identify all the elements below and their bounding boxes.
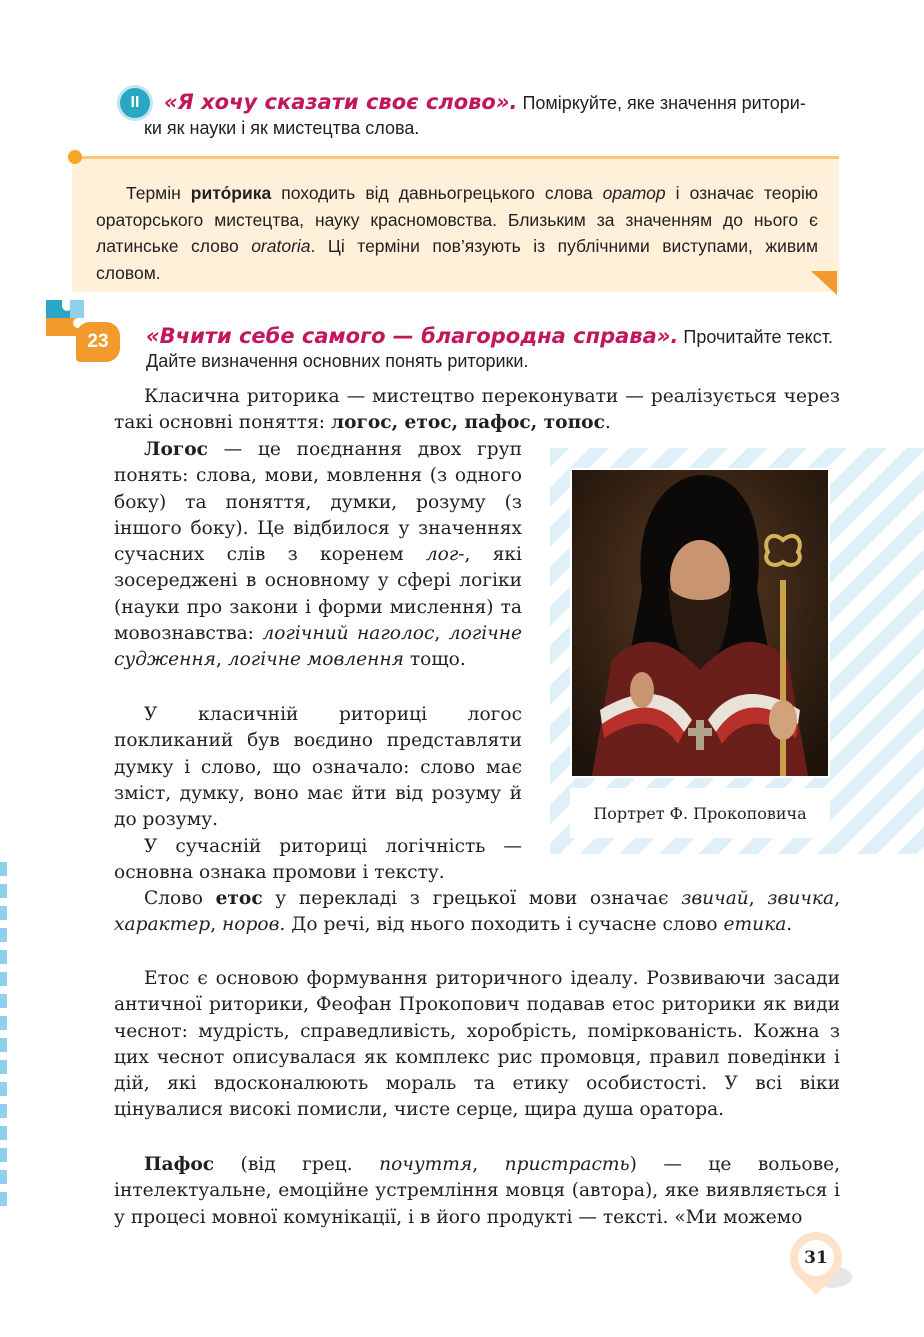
italic-example: логічне судження bbox=[114, 623, 522, 671]
italic-word: норов bbox=[222, 914, 280, 936]
text-part: тощо. bbox=[403, 649, 466, 671]
info-text-part: походить від давньогрецького слова bbox=[271, 183, 603, 203]
italic-word: звичка bbox=[767, 888, 835, 909]
text-part: (від грец. bbox=[214, 1154, 380, 1175]
task-23-text-line2: Дайте визначення основних понять риторики. bbox=[146, 351, 529, 371]
text-part: , які зосереджені в основному у сфері логіки (науки про закони і форми мислення) та мовознавства: bbox=[114, 544, 522, 645]
paragraph-pathos bbox=[114, 1152, 840, 1231]
key-terms: логос, етос, пафос, топос bbox=[330, 412, 605, 434]
text-part: ) — це вольове, інтелектуальне, емоційне устремління мовця (автора), яке виявляється і у процесі мовної комунікації, і в його продукті — тексті. «Ми можемо bbox=[114, 1154, 840, 1228]
italic-word: характер bbox=[114, 914, 211, 936]
italic-word: почуття bbox=[379, 1154, 473, 1175]
info-box-dot bbox=[68, 150, 82, 164]
task-ii-line1 bbox=[164, 90, 806, 114]
portrait-illustration bbox=[572, 470, 828, 776]
text-part: , bbox=[434, 623, 449, 645]
paragraph-logos-modern: У сучасній риториці логічність — основна ознака промови і тексту. bbox=[114, 836, 522, 884]
text-part: — це поєднання двох груп понять: слова, мови, мовлення (з одного боку) та поняття, думки, розуму (з іншого боку). Це відбилося у значеннях сучасних слів з коренем bbox=[114, 439, 522, 566]
paragraph-ethos-ideal: Етос є основою формування риторичного ідеалу. Розвиваючи засади античної риторики, Феофан Прокопович подавав етос риторики як види чеснот: мудрість, справедливість, хоробрість, поміркованість. Кожна з цих чеснот описувалася як комплекс рис промовця, правил поведінки і дій, які вдосконалюють мораль та етику особистості. У всі віки цінувалися високі помисли, чисте серце, щира душа оратора. bbox=[114, 968, 840, 1121]
portrait-image bbox=[570, 468, 830, 778]
text-part: , bbox=[215, 649, 228, 671]
text-part: , bbox=[834, 888, 840, 909]
figure-panel bbox=[550, 448, 924, 854]
term-pathos: Пафос bbox=[144, 1154, 215, 1175]
text-part: Слово bbox=[144, 888, 216, 909]
task-ii-text-line1: Поміркуйте, яке значення ритори- bbox=[517, 93, 806, 113]
figure-caption: Портрет Ф. Прокоповича bbox=[570, 788, 830, 838]
italic-word: етика bbox=[723, 914, 787, 936]
page-number-marker bbox=[788, 1232, 852, 1296]
task-23-line1 bbox=[146, 324, 840, 348]
paragraph-intro bbox=[114, 384, 840, 437]
text-part: , bbox=[748, 888, 768, 909]
page-number: 31 bbox=[798, 1240, 834, 1276]
text-part: , bbox=[472, 1154, 505, 1175]
task-23-title: «Вчити себе самого — благородна справа». bbox=[146, 324, 679, 348]
text-part: . До речі, від нього походить і сучасне слово bbox=[279, 914, 724, 936]
task-ii-text-line2: ки як науки і як мистецтва слова. bbox=[144, 118, 420, 138]
italic-word: звичай bbox=[681, 888, 749, 909]
task-ii-title: «Я хочу сказати своє слово». bbox=[164, 90, 518, 114]
left-decorative-stripe bbox=[0, 862, 7, 1212]
task-23-badge: 23 bbox=[76, 322, 120, 362]
info-box bbox=[72, 158, 839, 292]
paragraph-logos-classic: У класичній риториці логос покликаний був воєдино представляти думку і слово, що означало: слово має зміст, думку, воно має йти від розуму й до розуму. bbox=[114, 704, 522, 831]
info-word-orator: оратор bbox=[602, 183, 666, 203]
term-logos: Логос bbox=[144, 439, 208, 460]
text-part: , bbox=[210, 914, 223, 936]
task-ii-badge: II bbox=[120, 88, 150, 118]
text-part: у перекладі з грецької мови означає bbox=[262, 888, 682, 909]
italic-example: логічний наголос bbox=[262, 623, 435, 645]
info-text-part: Термін bbox=[126, 183, 191, 203]
text-part: . bbox=[604, 412, 611, 434]
paragraph-logos bbox=[114, 437, 522, 674]
paragraph-ethos bbox=[114, 886, 840, 939]
text-part: . bbox=[786, 914, 793, 936]
italic-word: пристрасть bbox=[504, 1154, 630, 1175]
info-box-top-line bbox=[78, 156, 839, 159]
text-part: Класична риторика — мистецтво переконувати — реалізується через такі основні поняття: bbox=[114, 386, 840, 434]
italic-example: логічне мовлення bbox=[227, 649, 404, 671]
term-ethos: етос bbox=[215, 888, 263, 909]
info-text-part: . Ці терміни пов’язують із публічними виступами, живим словом. bbox=[96, 236, 818, 283]
info-text-part: і означає теорію ораторського мистецтва, науку красномовства. Близьким за значенням до нього є латинське слово bbox=[96, 183, 819, 256]
info-box-text bbox=[96, 180, 818, 286]
italic-root: лог- bbox=[425, 544, 465, 566]
info-term: рито́рика bbox=[190, 183, 272, 203]
task-23 bbox=[146, 324, 840, 372]
task-23-text-line1: Прочитайте текст. bbox=[678, 327, 833, 347]
info-word-oratoria: oratoria bbox=[251, 236, 311, 256]
